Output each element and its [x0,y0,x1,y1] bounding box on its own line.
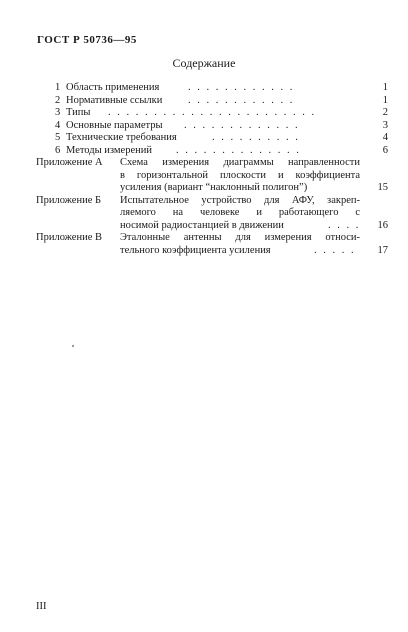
appendix-title-line: Эталонные антенны для измерения относи- [120,232,360,243]
toc-appendix-row-continued [36,182,388,195]
section-number: 1 [55,82,61,93]
section-title: Нормативные ссылки [66,94,163,106]
appendix-title-line: тельного коэффициента усиления [120,244,271,256]
section-title: Область применения [66,82,160,93]
appendix-label: Приложение Б [36,194,102,206]
appendix-title-line: в горизонтальной плоскости и коэффициента [120,169,360,181]
appendix-label: Приложение А [36,157,103,168]
leader-dots: . . . . . . . . . . [212,132,300,143]
toc-section-row[interactable] [36,95,388,108]
section-number: 2 [55,94,61,106]
toc-appendix-row-continued [36,220,388,233]
page-folio: III [36,601,47,612]
appendix-title-line: Схема измерения диаграммы направленности [120,157,360,168]
appendix-title-line: усиления (вариант “наклонный полигон”) [120,182,308,193]
appendix-title-line: Испытательное устройство для АФУ, закреп- [120,194,360,206]
page-number: 15 [377,182,388,193]
leader-dots: . . . . . . . . . . . . . . [176,144,301,156]
toc-section-row[interactable] [36,120,388,133]
leader-dots: . . . . [328,219,361,231]
toc-title: Содержание [172,56,236,70]
page-number: 16 [377,219,388,231]
page-number: 1 [382,82,388,93]
section-number: 4 [55,119,61,131]
section-number: 6 [55,144,61,156]
appendix-label: Приложение В [36,232,102,243]
section-number: 5 [55,132,61,143]
toc-section-row[interactable] [36,145,388,158]
toc-section-row[interactable] [36,82,388,95]
leader-dots: . . . . . . . . . . . . . . . . . . . . . . . [108,107,317,118]
section-number: 3 [55,107,61,118]
section-title: Типы [66,107,91,118]
section-title: Методы измерений [66,144,152,156]
page-number: 6 [382,144,388,156]
toc-appendix-row[interactable] [36,232,388,245]
page-number: 3 [382,119,388,131]
toc-appendix-row-continued [36,245,388,258]
leader-dots: . . . . . . . . . . . . . [184,119,300,131]
toc-section-row[interactable] [36,132,388,145]
document-code: ГОСТ Р 50736—95 [37,34,137,46]
page-number: 1 [382,94,388,106]
toc-section-row[interactable] [36,107,388,120]
section-title: Основные параметры [66,119,163,131]
page-number: 4 [382,132,388,143]
toc-appendix-row[interactable] [36,157,388,170]
leader-dots: . . . . . [314,244,356,256]
page-number: 2 [382,107,388,118]
scan-speck [72,345,74,347]
toc-appendix-row-continued [36,170,388,183]
appendix-title-line: ляемого на человеке и работающего с [120,207,360,218]
leader-dots: . . . . . . . . . . . . [188,82,295,93]
appendix-title-line: носимой радиостанцией в движении [120,219,284,231]
leader-dots: . . . . . . . . . . . . [188,94,295,106]
section-title: Технические требования [66,132,177,143]
page-number: 17 [377,244,388,256]
toc-appendix-row-continued [36,207,388,220]
toc-appendix-row[interactable] [36,195,388,208]
table-of-contents [36,82,388,257]
